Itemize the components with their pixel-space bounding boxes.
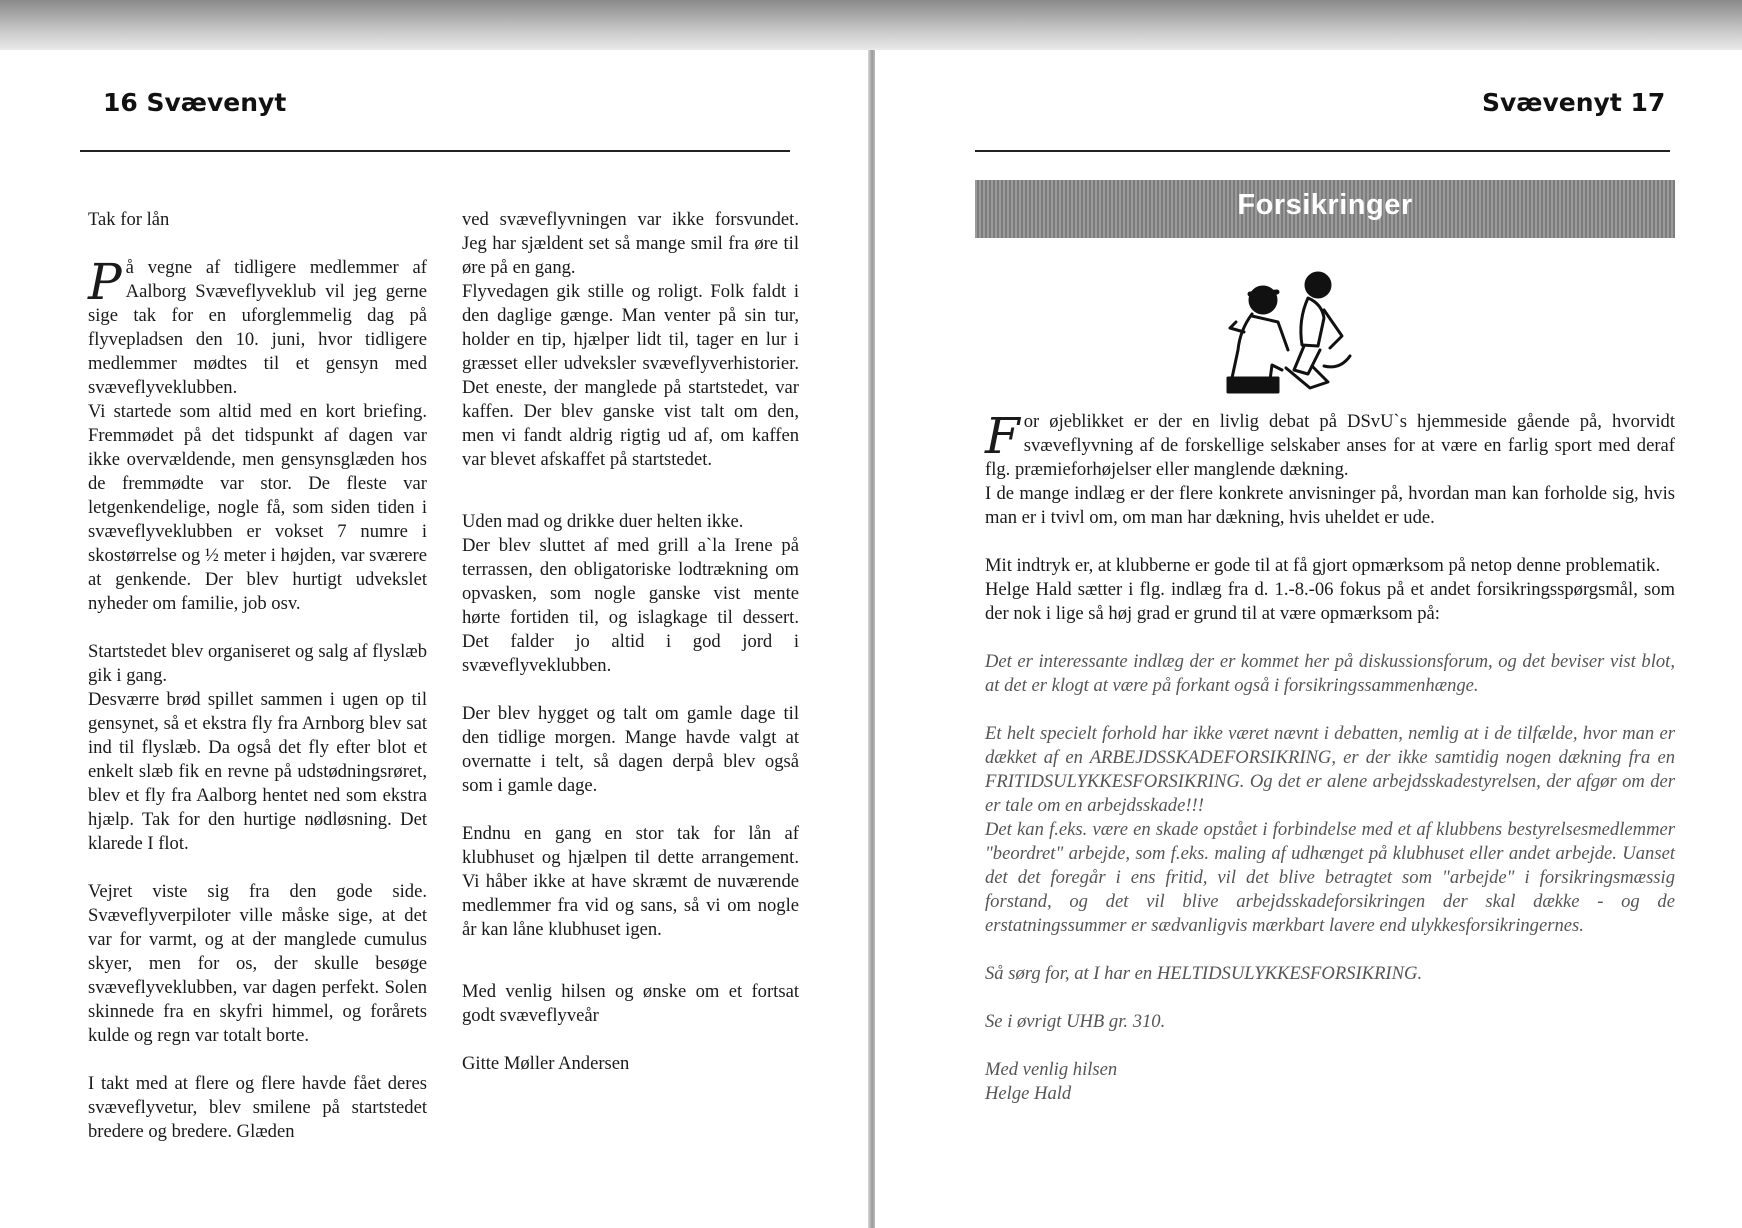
dropcap-letter: F xyxy=(985,407,1020,465)
section-title-banner xyxy=(975,180,1675,238)
page-header-right: Svævenyt 17 xyxy=(1482,88,1666,117)
paragraph: Desværre brød spillet sammen i ugen op til gensynet, så et ekstra fly fra Arnborg blev sat ind til flyslæb. Da også det fly efter blot et enkelt slæb fik en revne på udstødningsrøret, blev et fly fra Aalborg hentet ned som ekstra hjælp. Tak for den hurtige nødløsning. Det klarede I flot. xyxy=(88,689,427,854)
first-aid-clipart-icon xyxy=(1200,270,1375,405)
paragraph: I takt med at flere og flere havde fået deres svæveflyvetur, blev smilene på startstedet bredere og bredere. Glæden xyxy=(88,1073,427,1142)
paragraph: Mit indtryk er, at klubberne er gode til at få gjort opmærksom på netop denne problematik. xyxy=(985,555,1661,576)
article-title: Tak for lån xyxy=(88,209,170,230)
quote-paragraph: Et helt specielt forhold har ikke været nævnt i debatten, nemlig at i de tilfælde, hvor man er dækket af en ARBEJDSSKADEFORSIKRING, er der ikke samtidig nogen dækning fra en FRITIDSULYKKESFORSIKRING. Og det er alene arbejdsskadestyrelsen, der afgør om der er tale om en arbejdsskade!!! xyxy=(985,723,1675,816)
paragraph: ved svæveflyvningen var ikke forsvundet. Jeg har sjældent set så mange smil fra øre til øre på en gang. xyxy=(462,209,799,278)
paragraph: I de mange indlæg er der flere konkrete anvisninger på, hvordan man kan forholde sig, hvis man er i tvivl om, om man har dækning, hvis uheldet er ude. xyxy=(985,483,1675,528)
paragraph: Helge Hald sætter i flg. indlæg fra d. 1.-8.-06 fokus på et andet forsikringsspørgsmål, som der nok i lige så høj grad er grund til at være opmærksom på: xyxy=(985,579,1675,624)
paragraph: Uden mad og drikke duer helten ikke. xyxy=(462,511,744,532)
quote-closing: Med venlig hilsen xyxy=(985,1059,1118,1080)
page-header-left: 16 Svævenyt xyxy=(103,88,287,117)
quote-signature: Helge Hald xyxy=(985,1083,1072,1104)
right-page xyxy=(875,50,1742,1228)
paragraph: Der blev sluttet af med grill a`la Irene på terrassen, den obligatoriske lodtrækning om opvasken, som nogle ganske vist mente hørte fortiden til, og islagkage til dessert. Det falder jo altid i god jord i svæveflyveklubben. xyxy=(462,535,799,676)
left-column-1 xyxy=(88,208,427,1144)
paragraph: Flyvedagen gik stille og roligt. Folk faldt i den daglige gænge. Man venter på sin tur, holder en tip, hjælper lidt til, tager en lur i græsset eller udveksler svæveflyverhistorier. Det eneste, der manglede på startstedet, var kaffen. Der blev ganske vist talt om den, men vi fandt aldrig rigtig ud af, om kaffen var blevet afskaffet på startstedet. xyxy=(462,281,799,470)
author-signature: Gitte Møller Andersen xyxy=(462,1053,630,1074)
quote-paragraph: Det er interessante indlæg der er kommet her på diskussionsforum, og det beviser vist blot, at det er klogt at være på forkant også i forsikringssammenhænge. xyxy=(985,651,1675,696)
quote-paragraph: Det kan f.eks. være en skade opstået i forbindelse med et af klubbens bestyrelsesmedlemmer "beordret" arbejde, som f.eks. maling af udhænget på klubhuset eller andet arbejde. Uanset det det foregår i ens fritid, vil det blive betragtet som "arbejde" i forsikringsmæssig forstand, og det vil blive arbejdsskadeforsikringen der skal dække - og de erstatningssummer er sædvanligvis mærkbart lavere end ulykkesforsikringernes. xyxy=(985,819,1675,936)
quote-paragraph: Se i øvrigt UHB gr. 310. xyxy=(985,1011,1166,1032)
paragraph: Vi startede som altid med en kort briefing. Fremmødet på det tidspunkt af dagen var ikke overvældende, men gensynsglæden hos de fremmødte var stor. De fleste var letgenkendelige, nogle få, som siden tiden i svæveflyveklubben er vokset 7 numre i skostørrelse og ½ meter i højden, var sværere at genkende. Der blev hurtigt udvekslet nyheder om familie, job osv. xyxy=(88,401,427,614)
dropcap-letter: P xyxy=(88,253,122,311)
header-rule-left xyxy=(80,150,790,152)
paragraph: På vegne af tidligere medlemmer af Aalborg Svæveflyveklub vil jeg gerne sige tak for en uforglemmelig dag på flyvepladsen den 10. juni, hvor tidligere medlemmer mødtes til et gensyn med svæveflyveklubben. xyxy=(88,253,427,398)
left-column-2 xyxy=(462,208,799,1076)
paragraph: Startstedet blev organiseret og salg af flyslæb gik i gang. xyxy=(88,641,427,686)
paragraph: Endnu en gang en stor tak for lån af klubhuset og hjælpen til dette arrangement. Vi håber ikke at have skræmt de nuværende medlemmer fra vid og sans, så vi om nogle år kan låne klubhuset igen. xyxy=(462,823,799,940)
scan-top-band xyxy=(0,0,1742,52)
paragraph: Vejret viste sig fra den gode side. Svæveflyverpiloter ville måske sige, at det var for varmt, og at der manglede cumulus skyer, men for os, der skulle besøge svæveflyveklubben, var dagen perfekt. Solen skinnede fra en skyfri himmel, og forårets kulde og regn var totalt borte. xyxy=(88,881,427,1046)
article-body-right xyxy=(985,407,1675,1106)
paragraph: For øjeblikket er der en livlig debat på DSvU`s hjemmeside gående på, hvorvidt svæveflyvning af de forskellige selskaber anses for at være en farlig sport med deraf flg. præmieforhøjelser eller manglende dækning. xyxy=(985,407,1675,480)
paragraph: Der blev hygget og talt om gamle dage til den tidlige morgen. Mange havde valgt at overnatte i telt, så dagen derpå blev også som i gamle dage. xyxy=(462,703,799,796)
quote-paragraph: Så sørg for, at I har en HELTIDSULYKKESFORSIKRING. xyxy=(985,963,1423,984)
section-title: Forsikringer xyxy=(1237,189,1413,221)
header-rule-right xyxy=(975,150,1670,152)
left-page xyxy=(0,50,870,1228)
closing-greeting: Med venlig hilsen og ønske om et fortsat godt svæveflyveår xyxy=(462,981,799,1026)
